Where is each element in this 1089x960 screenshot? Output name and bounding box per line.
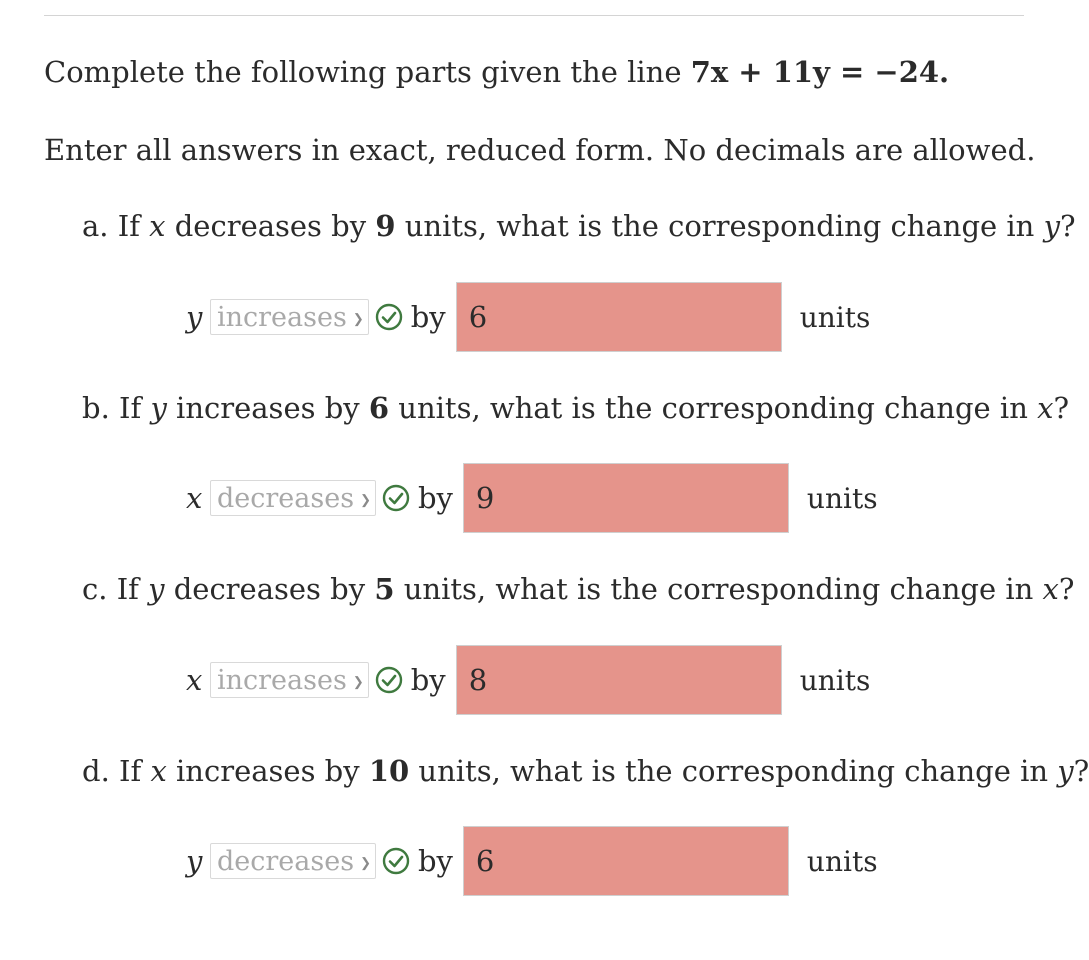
given-amount: 9 [375, 209, 396, 243]
chevron-down-icon: ❯ [360, 492, 371, 508]
question-mid: units, what is the corresponding change in [404, 209, 1035, 243]
direction-select-d[interactable] [210, 843, 376, 879]
by-label: by [410, 300, 446, 334]
question-if: If [119, 754, 142, 788]
question-mid: units, what is the corresponding change in [418, 754, 1049, 788]
chevron-down-icon: ❯ [360, 855, 371, 871]
question-b [82, 390, 1069, 426]
question-mid: units, what is the corresponding change in [403, 572, 1034, 606]
units-label: units [806, 844, 878, 878]
check-circle-icon [382, 847, 410, 875]
question-label: d. [82, 754, 110, 788]
question-label: b. [82, 391, 110, 425]
question-if: If [116, 572, 139, 606]
question-end: ? [1058, 572, 1075, 606]
question-mid: units, what is the corresponding change in [398, 391, 1028, 425]
question-end: ? [1059, 209, 1076, 243]
check-circle-icon [375, 666, 403, 694]
by-label: by [417, 481, 453, 515]
target-variable: x [1037, 391, 1054, 425]
check-circle-icon [382, 484, 410, 512]
check-circle-icon [375, 303, 403, 331]
direction-select-value: increases [217, 301, 347, 333]
direction-select-c[interactable] [210, 662, 369, 698]
target-variable: x [1042, 572, 1059, 606]
chevron-down-icon: ❯ [352, 674, 364, 690]
target-variable: y [1043, 209, 1060, 243]
given-action: increases by [176, 391, 360, 425]
by-label: by [410, 663, 446, 697]
given-amount: 10 [368, 754, 410, 788]
question-end: ? [1073, 754, 1089, 788]
answer-row-a [186, 281, 870, 353]
answer-variable: x [186, 663, 203, 697]
given-action: increases by [176, 754, 360, 788]
given-variable: x [150, 754, 167, 788]
by-label: by [417, 844, 453, 878]
answer-row-b [186, 462, 878, 534]
direction-select-a[interactable] [210, 299, 369, 335]
units-label: units [806, 481, 878, 515]
line-equation: 7x + 11y = −24. [690, 55, 950, 89]
question-d [82, 753, 1089, 789]
question-label: c. [82, 572, 108, 606]
answer-variable: y [186, 844, 203, 878]
intro-line [44, 54, 949, 90]
given-action: decreases by [173, 572, 366, 606]
units-label: units [799, 300, 871, 334]
answer-variable: x [186, 481, 203, 515]
given-action: decreases by [174, 209, 367, 243]
chevron-down-icon: ❯ [352, 311, 364, 327]
direction-select-b[interactable] [210, 480, 376, 516]
question-if: If [117, 209, 140, 243]
answer-input-c[interactable] [456, 645, 782, 715]
given-variable: x [149, 209, 166, 243]
question-label: a. [82, 209, 109, 243]
direction-select-value: increases [217, 664, 347, 696]
target-variable: y [1057, 754, 1074, 788]
instructions: Enter all answers in exact, reduced form. No decimals are allowed. [44, 133, 1036, 167]
intro-prefix: Complete the following parts given the line [44, 55, 691, 89]
direction-select-value: decreases [217, 482, 355, 514]
units-label: units [799, 663, 871, 697]
answer-input-d[interactable] [463, 826, 789, 896]
given-variable: y [148, 572, 165, 606]
question-end: ? [1053, 391, 1070, 425]
answer-row-d [186, 825, 878, 897]
given-amount: 5 [374, 572, 395, 606]
question-if: If [119, 391, 142, 425]
given-amount: 6 [368, 391, 390, 425]
answer-variable: y [186, 300, 203, 334]
top-divider [44, 15, 1024, 16]
question-c [82, 571, 1074, 607]
direction-select-value: decreases [217, 845, 355, 877]
answer-input-b[interactable] [463, 463, 789, 533]
question-a [82, 208, 1076, 244]
given-variable: y [150, 391, 167, 425]
answer-row-c [186, 644, 870, 716]
answer-input-a[interactable] [456, 282, 782, 352]
